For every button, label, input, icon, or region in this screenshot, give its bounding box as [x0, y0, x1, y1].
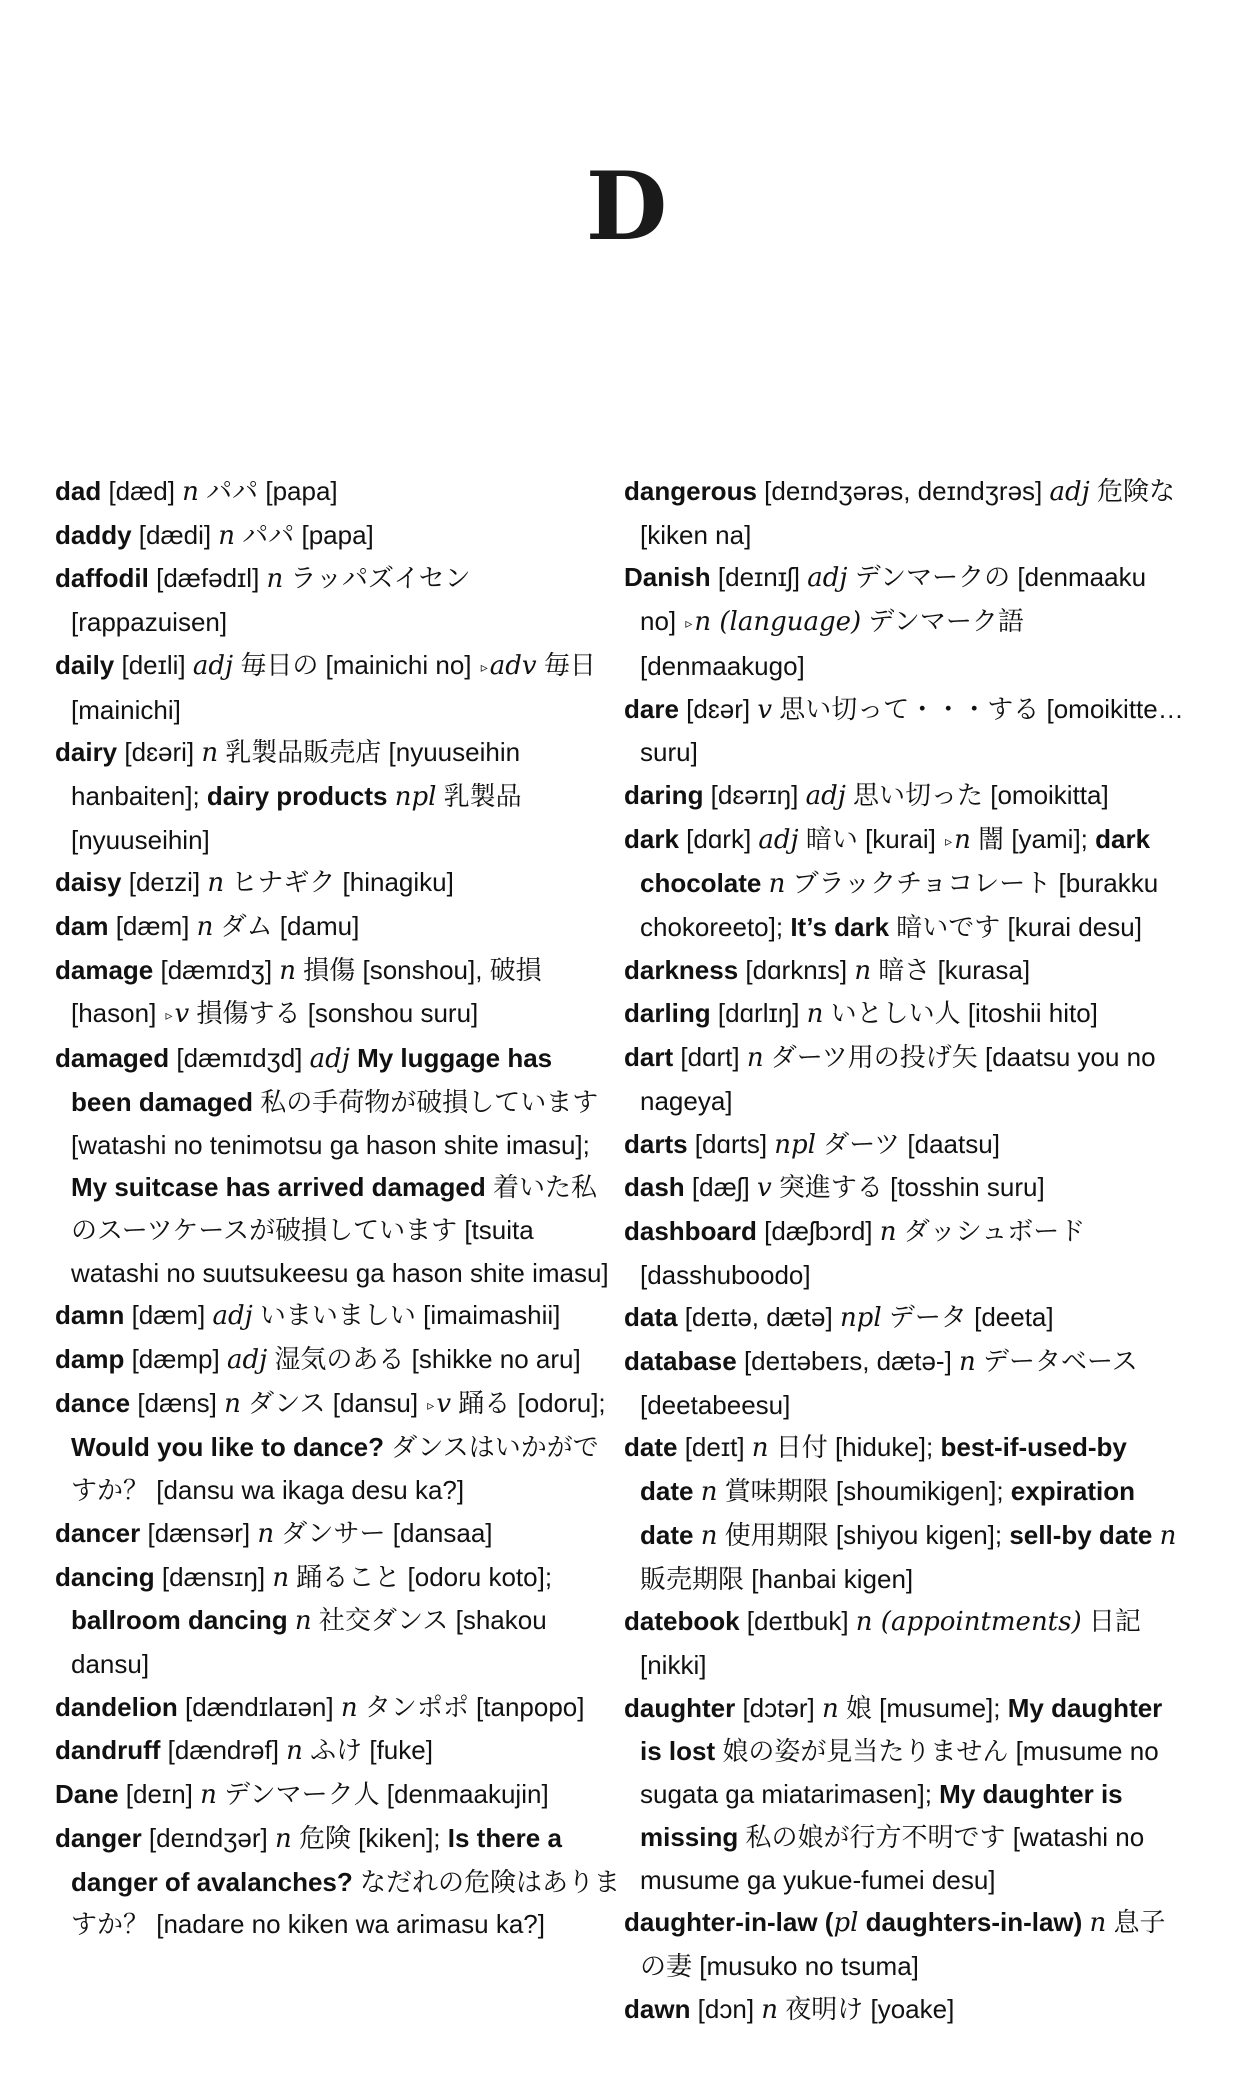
dictionary-entry	[55, 905, 620, 949]
entry-text: [dɑrk]	[678, 823, 759, 854]
part-of-speech: adj	[212, 1301, 253, 1332]
entry-text: [deɪt]	[677, 1432, 752, 1463]
entry-text: [dɑrlɪŋ]	[710, 998, 807, 1029]
part-of-speech: n	[751, 1433, 769, 1464]
entry-text: 賞味期限 [shoumikigen];	[717, 1476, 1011, 1507]
headword: datebook	[624, 1606, 740, 1637]
headword: date	[624, 1432, 678, 1463]
entry-text	[1152, 1520, 1159, 1550]
entry-text: 乳製品販売店 [nyuuseihin hanbaiten];	[71, 737, 521, 811]
part-of-speech: n	[700, 1477, 718, 1508]
part-of-speech: n	[294, 1606, 312, 1637]
part-of-speech: n	[854, 955, 872, 986]
entry-text: [deɪn]	[118, 1779, 201, 1810]
entry-text: 危険な [kiken na]	[640, 476, 1175, 550]
example-phrase: My daughter is lost	[640, 1692, 1163, 1767]
entry-text: [deɪnɪʃ]	[710, 562, 808, 593]
example-phrase: My luggage has been damaged	[71, 1043, 553, 1117]
part-of-speech: adj	[226, 1345, 268, 1376]
headword: dashboard	[624, 1215, 757, 1246]
entry-text: [dæʃbɔrd]	[756, 1215, 880, 1246]
entry-text: [deɪzi]	[121, 867, 208, 898]
part-of-speech: n	[879, 1216, 897, 1247]
dictionary-entry	[55, 1686, 620, 1730]
part-of-speech: n	[257, 1518, 275, 1549]
entry-text: 暗さ [kurasa]	[871, 954, 1031, 985]
part-of-speech: n	[274, 1823, 292, 1854]
entry-text: デンマークの [denmaaku no]	[640, 562, 1147, 637]
entry-text: 毎日 [mainichi]	[71, 649, 596, 725]
right-column	[624, 470, 1184, 2031]
entry-text: [dɛərɪŋ]	[703, 779, 806, 810]
entry-text: データ [deeta]	[881, 1302, 1054, 1333]
headword: dangerous	[624, 476, 757, 506]
dictionary-entry	[55, 1338, 620, 1382]
part-of-speech: npl	[774, 1129, 816, 1160]
entry-text: パパ [papa]	[198, 476, 338, 506]
entry-text: いまいましい [imaimashii]	[252, 1300, 561, 1331]
part-of-speech: v	[756, 1173, 772, 1204]
dictionary-entry	[55, 644, 620, 731]
part-of-speech: npl	[394, 781, 437, 812]
part-of-speech: adj	[758, 824, 799, 855]
headword: dark	[624, 823, 679, 854]
dictionary-entry	[55, 1037, 620, 1294]
part-of-speech: n	[806, 999, 824, 1030]
dictionary-entry	[624, 688, 1184, 774]
dictionary-entry	[624, 774, 1184, 818]
entry-text: ダーツ用の投げ矢 [daatsu you no nageya]	[640, 1042, 1156, 1116]
example-phrase: It’s dark	[790, 912, 890, 943]
part-of-speech: n	[761, 1994, 779, 2025]
part-of-speech: n	[272, 1562, 290, 1593]
entry-text: 暗い [kurai]	[798, 823, 944, 854]
part-of-speech: n (language)	[694, 607, 862, 638]
entry-text: [dæmɪdʒ]	[153, 954, 280, 985]
example-phrase: dairy products	[206, 780, 388, 811]
part-of-speech: n	[224, 1388, 241, 1419]
part-of-speech: n	[286, 1736, 303, 1767]
headword: damage	[55, 954, 154, 985]
entry-text	[693, 1520, 700, 1550]
dictionary-entry	[55, 949, 620, 1037]
part-of-speech: n	[746, 1043, 764, 1074]
headword: daisy	[55, 867, 122, 898]
entry-text: [deɪndʒər]	[141, 1822, 275, 1853]
part-of-speech: n	[340, 1692, 358, 1723]
dictionary-entry	[55, 1512, 620, 1556]
headword: daffodil	[55, 563, 149, 594]
entry-text	[761, 868, 768, 898]
entry-text: [deɪli]	[114, 649, 193, 680]
headword: Dane	[55, 1779, 119, 1810]
example-phrase: expiration date	[640, 1476, 1136, 1550]
entry-text: 損傷する [sonshou suru]	[189, 998, 479, 1029]
headword: dancer	[55, 1517, 141, 1548]
entry-text	[1082, 1907, 1089, 1937]
part-of-speech: n	[954, 824, 971, 855]
entry-text: 着いた私のスーツケースが破損しています [tsuita watashi no suutsukeesu ga hason shite imasu]	[71, 1172, 609, 1288]
dictionary-entry	[624, 1036, 1184, 1122]
part-of-speech: v	[174, 999, 190, 1030]
entry-text: 毎日の [mainichi no]	[233, 649, 479, 680]
entry-text: ダム [damu]	[213, 911, 360, 942]
headword: data	[624, 1302, 678, 1333]
entry-text: 息子の妻 [musuko no tsuma]	[640, 1907, 1166, 1981]
entry-text: 踊る [odoru];	[451, 1387, 606, 1418]
entry-text: ブラックチョコレート [burakku chokoreeto];	[640, 868, 1159, 943]
entry-text: データベース [deetabeesu]	[640, 1346, 1138, 1420]
entry-text	[350, 1043, 357, 1073]
entry-text: [dæmp]	[124, 1344, 227, 1375]
part-of-speech: adj	[192, 650, 234, 681]
dictionary-entry	[55, 1382, 620, 1512]
headword: database	[624, 1346, 737, 1377]
entry-text: 危険 [kiken];	[291, 1822, 448, 1853]
headword: daddy	[55, 519, 132, 550]
entry-text: 損傷 [sonshou], 破損 [hason]	[71, 954, 542, 1029]
entry-text: 社交ダンス [shakou dansu]	[71, 1605, 547, 1679]
entry-text: 夜明け [yoake]	[778, 1993, 955, 2024]
part-of-speech: n	[279, 955, 297, 986]
entry-text: [dɛər]	[678, 693, 758, 724]
part-of-speech: n	[201, 738, 219, 769]
entry-text: タンポポ [tanpopo]	[357, 1691, 585, 1722]
part-of-speech: n	[196, 912, 214, 943]
example-phrase: My suitcase has arrived damaged	[71, 1172, 486, 1203]
entry-text: [dæʃ]	[684, 1172, 757, 1203]
triangle-icon: ▹	[685, 615, 693, 632]
part-of-speech: n (appointments)	[855, 1607, 1082, 1638]
triangle-icon: ▹	[427, 1396, 435, 1413]
entry-text: 思い切った [omoikitta]	[845, 779, 1109, 810]
example-phrase: ballroom dancing	[71, 1605, 288, 1636]
section-letter: D	[585, 152, 668, 262]
part-of-speech: n	[266, 564, 284, 595]
part-of-speech: pl	[833, 1908, 859, 1939]
entry-text: 暗いです [kurai desu]	[889, 912, 1142, 943]
dictionary-entry	[624, 1166, 1184, 1210]
part-of-speech: npl	[839, 1303, 882, 1334]
entry-text: [dænsər]	[140, 1517, 258, 1548]
entry-text: 日付 [hiduke];	[768, 1432, 941, 1463]
headword: darling	[624, 998, 711, 1029]
entry-text: なだれの危険はありますか？ [nadare no kiken wa arimasu ka?]	[71, 1866, 620, 1940]
example-phrase: Is there a danger of avalanches?	[71, 1822, 562, 1897]
entry-text: [dæfədɪl]	[148, 563, 267, 594]
dictionary-entry	[624, 818, 1184, 949]
entry-text: パパ [papa]	[235, 519, 374, 550]
dictionary-entry	[624, 1210, 1184, 1296]
part-of-speech: n	[700, 1520, 718, 1551]
entry-text: [deɪndʒərəs, deɪndʒrəs]	[756, 476, 1050, 506]
entry-text: [dɑrt]	[673, 1042, 747, 1073]
headword: damaged	[55, 1043, 170, 1074]
entry-text: いとしい人 [itoshii hito]	[823, 998, 1098, 1029]
part-of-speech: n	[207, 868, 225, 899]
triangle-icon: ▹	[945, 832, 953, 849]
part-of-speech: adj	[807, 563, 848, 594]
entry-text: ダンス [dansu]	[240, 1387, 426, 1418]
entry-text: 突進する [tosshin suru]	[771, 1172, 1045, 1203]
part-of-speech: v	[436, 1388, 452, 1419]
entry-text: [dændɪlaɪən]	[177, 1691, 341, 1722]
headword: damp	[55, 1344, 125, 1375]
entry-text: 私の娘が行方不明です [watashi no musume ga yukue-fumei desu]	[640, 1821, 1145, 1895]
dictionary-entry	[55, 514, 620, 558]
entry-text: [dændrəf]	[160, 1735, 287, 1766]
entry-text: [deɪtəbeɪs, dætə-]	[736, 1346, 960, 1377]
entry-text: [deɪtə, dætə]	[677, 1302, 840, 1333]
headword: dart	[624, 1042, 674, 1073]
part-of-speech: adj	[309, 1044, 350, 1075]
dictionary-entry	[624, 1901, 1184, 1987]
dictionary-entry	[624, 1426, 1184, 1600]
triangle-icon: ▹	[480, 658, 488, 675]
entry-text: 湿気のある [shikke no aru]	[267, 1344, 581, 1375]
entry-text: 私の手荷物が破損しています [watashi no tenimotsu ga hason shite imasu];	[71, 1086, 599, 1160]
part-of-speech: adj	[1049, 477, 1090, 507]
entry-text: [dɛəri]	[117, 737, 202, 768]
headword: dairy	[55, 737, 118, 768]
entry-text: [dæd]	[101, 476, 183, 506]
left-column	[55, 470, 620, 1946]
entry-text: ダーツ [daatsu]	[816, 1128, 1000, 1159]
part-of-speech: n	[1089, 1908, 1107, 1939]
dictionary-entry	[624, 1340, 1184, 1426]
dictionary-entry	[55, 1294, 620, 1338]
dictionary-entry	[624, 949, 1184, 993]
headword: Danish	[624, 562, 711, 593]
entry-text: [dænsɪŋ]	[154, 1561, 273, 1592]
entry-text: [dɔtər]	[735, 1692, 822, 1723]
entry-text: [dɔn]	[690, 1993, 762, 2024]
dictionary-entry	[624, 992, 1184, 1036]
dictionary-entry	[55, 731, 620, 861]
headword: dance	[55, 1387, 131, 1418]
entry-text	[693, 1476, 700, 1506]
dictionary-entry	[624, 1600, 1184, 1686]
headword: dare	[624, 693, 679, 724]
part-of-speech: adj	[805, 780, 846, 811]
entry-text: 日記 [nikki]	[640, 1606, 1141, 1680]
entry-text: [dæns]	[130, 1387, 225, 1418]
entry-text: ヒナギク [hinagiku]	[224, 867, 454, 898]
dictionary-entry	[624, 556, 1184, 687]
part-of-speech: v	[757, 694, 773, 725]
entry-text: ダンサー [dansaa]	[274, 1517, 493, 1548]
entry-text	[288, 1605, 295, 1635]
headword: daily	[55, 649, 115, 680]
dictionary-entry	[55, 1773, 620, 1817]
example-phrase: dark chocolate	[640, 823, 1151, 899]
dictionary-entry	[55, 1556, 620, 1686]
dictionary-entry	[624, 470, 1184, 556]
example-phrase: best-if-used-by date	[640, 1432, 1127, 1507]
entry-text	[387, 781, 394, 811]
entry-text: 思い切って・・・する [omoikitte… suru]	[640, 693, 1184, 768]
headword: daughters-in-law)	[858, 1907, 1083, 1938]
headword: damn	[55, 1300, 125, 1331]
entry-text: デンマーク人 [denmaakujin]	[216, 1779, 549, 1810]
dictionary-entry	[624, 1988, 1184, 2032]
entry-text: 踊ること [odoru koto];	[289, 1561, 553, 1592]
entry-text: ふけ [fuke]	[302, 1735, 433, 1766]
headword: daughter-in-law (	[624, 1907, 834, 1938]
headword: darkness	[624, 954, 739, 985]
part-of-speech: n	[768, 869, 786, 900]
entry-text: ダンスはいかがですか？ [dansu wa ikaga desu ka?]	[71, 1432, 599, 1506]
entry-text: [dæm]	[124, 1300, 213, 1331]
headword: darts	[624, 1128, 688, 1159]
example-phrase: My daughter is missing	[640, 1779, 1123, 1852]
dictionary-entry	[624, 1123, 1184, 1167]
part-of-speech: n	[821, 1693, 839, 1724]
entry-text: [dædi]	[131, 519, 219, 550]
headword: daring	[624, 779, 704, 810]
headword: dancing	[55, 1561, 155, 1592]
entry-text: 闇 [yami];	[970, 823, 1096, 854]
part-of-speech: n	[1159, 1520, 1177, 1551]
entry-text: [dæm]	[108, 911, 197, 942]
entry-text: [deɪtbuk]	[739, 1606, 856, 1637]
example-phrase: Would you like to dance?	[71, 1432, 384, 1463]
entry-text: 娘 [musume];	[838, 1692, 1008, 1723]
headword: dandruff	[55, 1735, 161, 1766]
headword: dawn	[624, 1993, 691, 2024]
entry-text: 娘の姿が見当たりません [musume no sugata ga miatarimasen];	[640, 1736, 1159, 1810]
headword: daughter	[624, 1692, 736, 1723]
entry-text: ラッパズイセン [rappazuisen]	[71, 563, 471, 638]
entry-text: デンマーク語 [denmaakugo]	[640, 606, 1024, 681]
part-of-speech: n	[182, 477, 199, 507]
entry-text: 使用期限 [shiyou kigen];	[717, 1519, 1010, 1550]
dictionary-entry	[55, 1817, 620, 1946]
example-phrase: sell-by date	[1009, 1519, 1153, 1550]
headword: dad	[55, 476, 102, 506]
part-of-speech: n	[218, 520, 236, 551]
entry-text: ダッシュボード [dasshuboodo]	[640, 1215, 1086, 1290]
headword: dash	[624, 1172, 685, 1203]
entry-text: 乳製品 [nyuuseihin]	[71, 780, 522, 855]
part-of-speech: n	[959, 1347, 976, 1378]
dictionary-entry	[624, 1687, 1184, 1902]
part-of-speech: adv	[489, 650, 537, 681]
headword: dam	[55, 911, 109, 942]
entry-text: [dæmɪdʒd]	[169, 1043, 310, 1074]
triangle-icon: ▹	[165, 1007, 173, 1024]
part-of-speech: n	[200, 1780, 217, 1811]
dictionary-entry	[55, 1729, 620, 1773]
entry-text: [dɑrknɪs]	[738, 954, 855, 985]
entry-text: 販売期限 [hanbai kigen]	[640, 1563, 914, 1594]
dictionary-entry	[55, 861, 620, 905]
headword: danger	[55, 1822, 142, 1853]
entry-text: [dɑrts]	[687, 1128, 775, 1159]
dictionary-entry	[55, 557, 620, 643]
headword: dandelion	[55, 1691, 178, 1722]
dictionary-entry	[624, 1296, 1184, 1340]
dictionary-entry	[55, 470, 620, 514]
